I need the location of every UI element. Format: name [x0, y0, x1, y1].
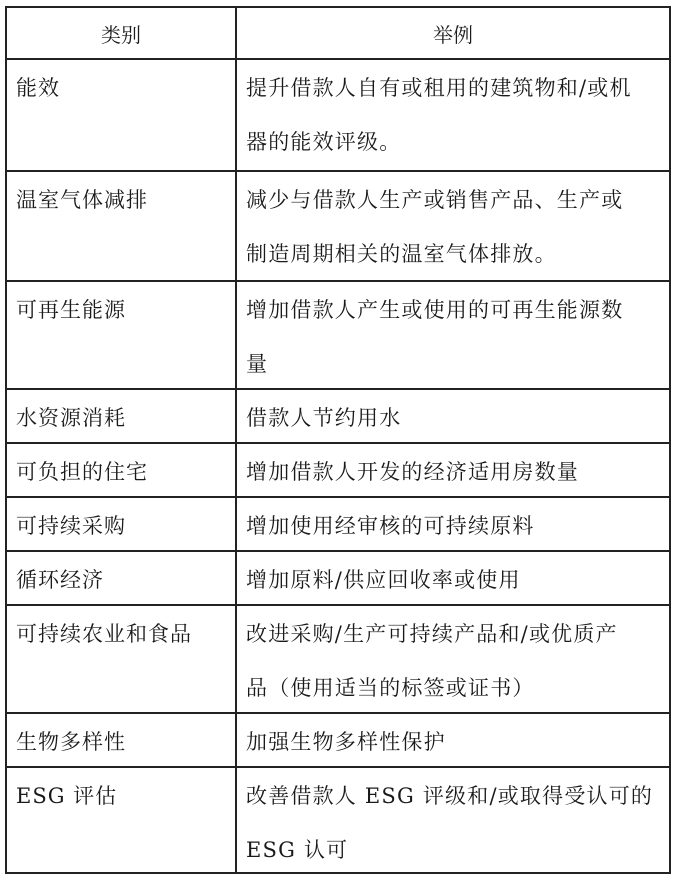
- category-cell: 水资源消耗: [6, 389, 236, 443]
- example-line: ESG 认可: [246, 838, 349, 862]
- example-cell: [236, 389, 670, 443]
- example-line: 增加原料/供应回收率或使用: [246, 568, 521, 592]
- table-row: [6, 59, 670, 171]
- table-row: [6, 551, 670, 605]
- example-cell: [236, 497, 670, 551]
- category-example-table: [5, 6, 671, 874]
- category-cell: ESG 评估: [6, 767, 236, 873]
- example-cell: [236, 443, 670, 497]
- table-header-row: [6, 7, 670, 59]
- example-line: 器的能效评级。: [246, 130, 402, 154]
- example-line: 量: [246, 352, 269, 376]
- category-cell: 能效: [6, 59, 236, 171]
- category-cell: 可负担的住宅: [6, 443, 236, 497]
- table-row: [6, 605, 670, 713]
- table-row: [6, 389, 670, 443]
- category-cell: 生物多样性: [6, 713, 236, 767]
- example-cell: [236, 713, 670, 767]
- table-row: [6, 767, 670, 873]
- example-line: 制造周期相关的温室气体排放。: [246, 242, 557, 266]
- example-line: 借款人节约用水: [246, 406, 402, 430]
- table-row: [6, 443, 670, 497]
- category-cell: 温室气体减排: [6, 171, 236, 281]
- table-row: [6, 497, 670, 551]
- table-row: [6, 171, 670, 281]
- example-line: 改善借款人 ESG 评级和/或取得受认可的: [246, 784, 654, 808]
- example-cell: [236, 281, 670, 389]
- header-example: 举例: [236, 7, 670, 59]
- example-line: 增加使用经审核的可持续原料: [246, 514, 535, 538]
- example-cell: [236, 171, 670, 281]
- example-cell: [236, 551, 670, 605]
- example-line: 提升借款人自有或租用的建筑物和/或机: [246, 76, 632, 100]
- category-cell: 可持续采购: [6, 497, 236, 551]
- example-line: 改进采购/生产可持续产品和/或优质产: [246, 622, 618, 646]
- example-line: 减少与借款人生产或销售产品、生产或: [246, 188, 624, 212]
- example-line: 增加借款人产生或使用的可再生能源数: [246, 298, 624, 322]
- example-cell: [236, 605, 670, 713]
- example-cell: [236, 767, 670, 873]
- header-category: 类别: [6, 7, 236, 59]
- category-cell: 可持续农业和食品: [6, 605, 236, 713]
- category-cell: 可再生能源: [6, 281, 236, 389]
- example-line: 增加借款人开发的经济适用房数量: [246, 460, 579, 484]
- example-line: 品（使用适当的标签或证书）: [246, 676, 535, 700]
- example-cell: [236, 59, 670, 171]
- table-row: [6, 713, 670, 767]
- table-row: [6, 281, 670, 389]
- example-line: 加强生物多样性保护: [246, 730, 446, 754]
- category-cell: 循环经济: [6, 551, 236, 605]
